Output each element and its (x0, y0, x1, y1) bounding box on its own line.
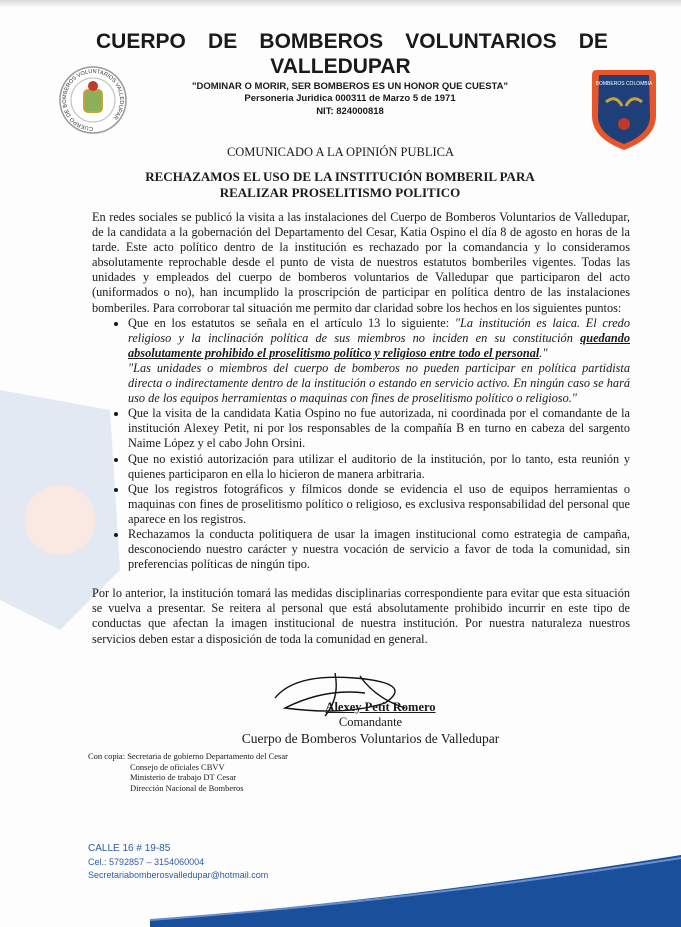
signer-org: Cuerpo de Bomberos Voluntarios de Valledupar (241, 731, 500, 746)
intro-paragraph: En redes sociales se publicó la visita a las instalaciones del Cuerpo de Bomberos Voluntarios de Valledupar, de la candidata a la gobernación del Departamento del Cesar, Katia Ospino el día 8 de agosto en horas de la tarde. Este acto político dentro de la institución es rechazado por la comandancia y lo consideramos absolutamente reprochable desde el punto de vista de nuestros estatutos bomberiles vigentes. Todas las unidades y empleados del cuerpo de bomberos voluntarios de Valledupar que participaron del acto (uniformados o no), han incumplido la proscripción de participar en política dentro de las instalaciones bomberiles. Para corroborar tal situación me permito dar claridad sobre los hechos en los siguientes puntos: (92, 210, 630, 315)
title-word: VOLUNTARIOS (405, 30, 557, 53)
motto: "DOMINAR O MORIR, SER BOMBEROS ES UN HONOR QUE CUESTA" (191, 81, 508, 92)
address: CALLE 16 # 19-85 (88, 843, 171, 854)
closing-paragraph: Por lo anterior, la institución tomará las medidas disciplinarias correspondiente para evitar que esta situación se vuelva a presentar. Se reitera al personal que está absolutamente prohibido incurrir en este tipo de conductas que afectan la imagen institucional de nuestra institución. Por nuestra naturaleza nuestros servicios deben estar a disposición de toda la comunidad en general. (92, 586, 630, 646)
copies-label: Con copia: (88, 751, 126, 761)
scan-edge (0, 0, 681, 8)
list-item (128, 316, 630, 407)
bullet-lead: Que en los estatutos se señala en el artículo 13 lo siguiente: (128, 315, 455, 330)
copy-recipient: Consejo de oficiales CBVV (130, 761, 225, 772)
copy-recipient: Secretaria de gobierno Departamento del Cesar (127, 751, 288, 761)
title-word: DE (208, 30, 238, 53)
institution-title-line1 (96, 30, 608, 54)
copy-recipient: Dirección Nacional de Bomberos (130, 782, 244, 793)
quote-end: ." (539, 345, 548, 360)
list-item: • Que no existió autorización para utilizar el auditorio de la institución, por lo tanto, esta reunión y quienes participaron en ella lo hicieron de manera arbitraria. (128, 452, 630, 482)
email[interactable]: Secretariabomberosvalledupar@hotmail.com (88, 870, 269, 880)
copies-list (88, 751, 288, 793)
statute-quote-2: "Las unidades o miembros del cuerpo de bomberos no pueden participar en política partidista directa o indirectamente dentro de la institución o estando en servicio activo. En ningún caso se hará uso de los equipos herramientas o maquinas con fines de proselitismo político o religioso." (128, 360, 630, 406)
signer-role: Comandante (338, 715, 403, 729)
phone: Cel.: 5792857 – 3154060004 (88, 856, 205, 867)
nit: NIT: 824000818 (316, 106, 384, 117)
document-type: COMUNICADO A LA OPINIÓN PUBLICA (226, 145, 455, 159)
title-word: CUERPO (96, 30, 186, 53)
title-word: DE (578, 30, 608, 53)
copy-recipient: Ministerio de trabajo DT Cesar (130, 772, 237, 782)
statute-quote: "La institución es laica. El credo religioso y la inclinación política de sus miembros no inciden en su constitución (128, 315, 630, 345)
document-heading: RECHAZAMOS EL USO DE LA INSTITUCIÓN BOMBERIL PARA REALIZAR PROSELITISMO POLITICO (145, 169, 535, 200)
list-item: • Que los registros fotográficos y fílmicos donde se evidencia el uso de equipos herramientas o maquinas con fines de proselitismo político o religioso, es exclusiva responsabilidad del personal que aparece en los registros. (128, 482, 630, 527)
institution-title-line2: VALLEDUPAR (270, 55, 411, 78)
footer-swoosh (0, 850, 681, 927)
personeria: Personeria Juridica 000311 de Marzo 5 de 1971 (244, 93, 456, 104)
title-word: BOMBEROS (259, 30, 384, 53)
statute-emphasis: quedando absolutamente prohibido el proselitismo político y religioso entre todo el personal (128, 330, 630, 360)
list-item: • Que la visita de la candidata Katia Ospino no fue autorizada, ni coordinada por el comandante de la institución Alexey Petit, ni por los responsables de la compañía B en turno en cabeza del sargento Naime López y el cabo John Orsini. (128, 406, 630, 451)
signer-name: Alexey Petit Romero (325, 700, 436, 714)
document-body (92, 210, 630, 647)
left-logo-ring-text: CUERPO DE BOMBEROS VOLUNTARIOS VALLEDUPAR (61, 68, 125, 132)
right-logo-text: BOMBEROS COLOMBIA (595, 81, 653, 87)
points-list (92, 316, 630, 573)
list-item: • Rechazamos la conducta politiquera de usar la imagen institucional como estrategia de campaña, desconociendo nuestro carácter y nuestra vocación de servicio a favor de toda la comunidad, sin preferencias políticas de ningún tipo. (128, 527, 630, 572)
